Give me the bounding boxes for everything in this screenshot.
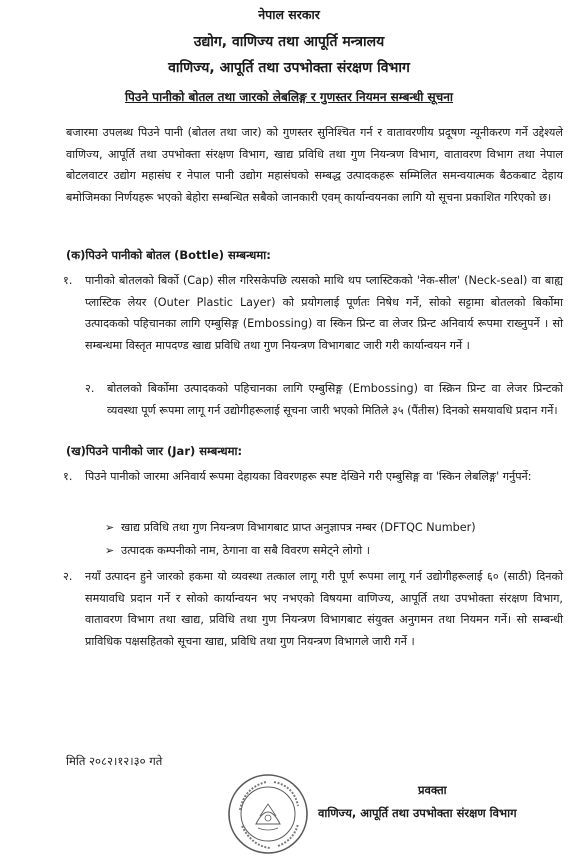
section-a-item-1 [63,270,563,356]
bullet-text: उत्पादक कम्पनीको नाम, ठेगाना वा सबै विवरण समेट्ने लोगो । [121,544,370,557]
bullet-text: खाद्य प्रविधि तथा गुण नियन्त्रण विभागबाट प्राप्त अनुज्ञापत्र नम्बर (DFTQC Number) [121,521,476,534]
section-b-item-2 [63,566,563,652]
notice-date: मिति २०८२।१२।३० गते [66,754,163,768]
arrow-bullet-icon: ➢ [105,521,115,534]
bullet-item [105,543,370,558]
arrow-bullet-icon: ➢ [105,544,115,557]
item-number: १. [63,470,73,483]
government-name: नेपाल सरकार [258,7,320,22]
signing-office: वाणिज्य, आपूर्ति तथा उपभोक्ता संरक्षण विभाग [318,806,517,820]
department-name: वाणिज्य, आपूर्ति तथा उपभोक्ता संरक्षण विभाग [168,60,410,76]
item-text: पानीको बोतलको बिर्को (Cap) सील गरिसकेपछि त्यसको माथि थप प्लास्टिकको 'नेक-सील' (Neck-seal) वा बाह्य प्लास्टिक लेयर (Outer Plastic Layer) को प्रयोगलाई पूर्णतः निषेध गर्ने, सोको सट्टामा बोतलको बिर्कोमा उत्पादकको पहिचानका लागि एम्बुसिङ्ग (Embossing) वा स्किन प्रिन्ट वा लेजर प्रिन्ट अनिवार्य रूपमा राख्नुपर्ने । सो सम्बन्धमा विस्तृत मापदण्ड खाद्य प्रविधि तथा गुण नियन्त्रण विभागबाट जारी गरी कार्यान्वयन गर्ने । [85,274,563,352]
official-seal [226,772,310,856]
item-text: बोतलको बिर्कोमा उत्पादकको पहिचानका लागि एम्बुसिङ्ग (Embossing) वा स्क्रिन प्रिन्ट वा लेजर प्रिन्टको व्यवस्था पूर्ण रूपमा लागू गर्न उद्योगीहरूलाई सूचना जारी भएको मितिले ३५ (पैंतीस) दिनको समयावधि प्रदान गर्ने। [107,382,563,417]
section-b-item-1 [63,466,563,488]
section-a-item-2 [85,378,563,421]
section-b-heading: (ख)पिउने पानीको जार (Jar) सम्बन्धमा: [66,444,243,458]
item-number: १. [63,274,73,287]
item-number: २. [63,570,73,583]
spokesperson-title: प्रवक्ता [418,783,447,797]
intro-paragraph: बजारमा उपलब्ध पिउने पानी (बोतल तथा जार) को गुणस्तर सुनिश्चित गर्न र वातावरणीय प्रदूषण न्यूनीकरण गर्ने उद्देश्यले वाणिज्य, आपूर्ति तथा उपभोक्ता संरक्षण विभाग, खाद्य प्रविधि तथा गुण नियन्त्रण विभाग, वातावरण विभाग तथा नेपाल बोटलवाटर उद्योग महासंघ र नेपाल पानी उद्योग महासंघको सम्बद्ध उत्पादकहरू सम्मिलित समन्वयात्मक बैठकबाट देहाय बमोजिमका निर्णयहरू भएको बेहोरा सम्बन्धित सबैको जानकारी एवम् कार्यान्वयनका लागि यो सूचना प्रकाशित गरिएको छ। [66,126,563,204]
bullet-item [105,520,476,535]
item-number: २. [85,382,95,395]
section-a-heading: (क)पिउने पानीको बोतल (Bottle) सम्बन्धमा: [66,248,271,262]
notice-subject: पिउने पानीको बोतल तथा जारको लेबलिङ्ग र गुणस्तर नियमन सम्बन्धी सूचना [124,90,454,104]
item-text: पिउने पानीको जारमा अनिवार्य रूपमा देहायका विवरणहरू स्पष्ट देखिने गरी एम्बुसिङ्ग वा 'स्किन लेबलिङ्ग' गर्नुपर्ने: [85,470,532,483]
item-text: नयाँ उत्पादन हुने जारको हकमा यो व्यवस्था तत्काल लागू गरी पूर्ण रूपमा लागू गर्न उद्योगीहरूलाई ६० (साठी) दिनको समयावधि प्रदान गर्ने र सोको कार्यान्वयन भए नभएको विषयमा वाणिज्य, आपूर्ति तथा उपभोक्ता संरक्षण विभाग, वातावरण विभाग तथा खाद्य, प्रविधि तथा गुण नियन्त्रण विभागबाट संयुक्त अनुगमन तथा नियमन गर्ने। सो सम्बन्धी प्राविधिक पक्षसहितको सूचना खाद्य, प्रविधि तथा गुण नियन्त्रण विभागले जारी गर्ने । [85,570,563,648]
ministry-name: उद्योग, वाणिज्य तथा आपूर्ति मन्त्रालय [193,34,385,50]
emblem-icon [256,804,280,830]
